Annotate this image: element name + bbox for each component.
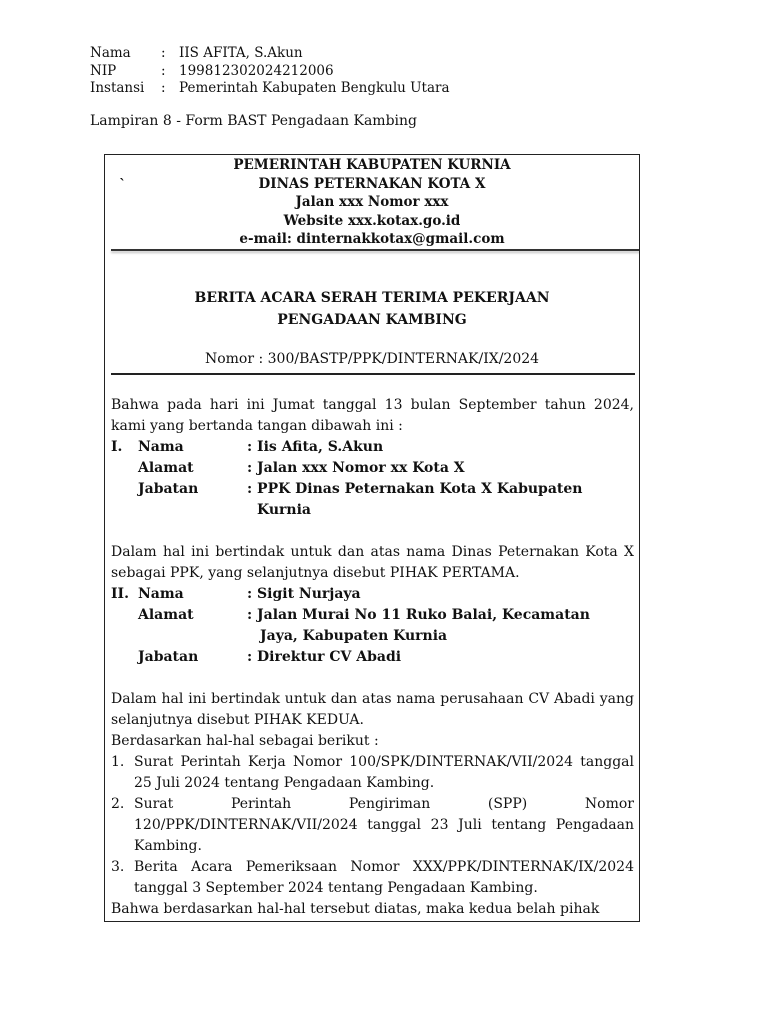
field-value: : Sigit Nurjaya bbox=[247, 586, 361, 602]
field-label: Alamat bbox=[138, 460, 194, 476]
title-line: PENGADAAN KAMBING bbox=[277, 312, 467, 328]
party-2-description: Dalam hal ini bertindak untuk dan atas nama perusahaan CV Abadi yang selanjutnya disebut PIHAK KEDUA. bbox=[111, 691, 634, 728]
nama-row bbox=[90, 45, 450, 63]
field-value: : Jalan Murai No 11 Ruko Balai, Kecamatan bbox=[247, 607, 590, 623]
nama-value: IIS AFITA, S.Akun bbox=[179, 45, 303, 61]
field-label: Alamat bbox=[138, 607, 194, 623]
list-number: 3. bbox=[111, 859, 125, 875]
nip-row bbox=[90, 63, 450, 81]
nama-label: Nama bbox=[90, 45, 131, 61]
colon: : bbox=[161, 62, 166, 79]
title-line: BERITA ACARA SERAH TERIMA PEKERJAAN bbox=[194, 290, 550, 306]
list-number: 1. bbox=[111, 754, 125, 770]
field-value: : Iis Afita, S.Akun bbox=[247, 439, 384, 455]
party-2 bbox=[111, 584, 634, 668]
lampiran-title: Lampiran 8 - Form BAST Pengadaan Kambing bbox=[90, 113, 417, 129]
field-label: Nama bbox=[138, 439, 184, 455]
instansi-label: Instansi bbox=[90, 80, 145, 96]
colon: : bbox=[161, 45, 166, 61]
list-item bbox=[111, 752, 634, 794]
employee-header bbox=[90, 45, 450, 98]
field-value: : Direktur CV Abadi bbox=[247, 649, 402, 665]
list-number: 2. bbox=[111, 796, 125, 812]
intro-paragraph: Bahwa pada hari ini Jumat tanggal 13 bulan September tahun 2024, kami yang bertanda tangan dibawah ini : bbox=[111, 397, 634, 434]
letterhead-line: Jalan xxx Nomor xxx bbox=[295, 194, 449, 210]
list-text: Surat Perintah Pengiriman (SPP) Nomor 120/PPK/DINTERNAK/VII/2024 tanggal 23 Juli tentang Pengadaan Kambing. bbox=[134, 796, 634, 854]
list-text: Surat Perintah Kerja Nomor 100/SPK/DINTERNAK/VII/2024 tanggal 25 Juli 2024 tentang Pengadaan Kambing. bbox=[134, 754, 634, 791]
nip-label: NIP bbox=[90, 62, 117, 79]
bast-form-frame bbox=[104, 154, 640, 922]
basis-list bbox=[111, 752, 634, 899]
title-divider bbox=[111, 373, 635, 375]
field-value: : Jalan xxx Nomor xx Kota X bbox=[247, 460, 465, 476]
letterhead-divider bbox=[111, 249, 640, 251]
letterhead-line: Website xxx.kotax.go.id bbox=[283, 212, 461, 229]
party-1 bbox=[111, 437, 634, 521]
list-item bbox=[111, 794, 634, 857]
stray-mark: ` bbox=[119, 177, 126, 193]
field-value-continued: Kurnia bbox=[257, 502, 311, 518]
closing-paragraph: Bahwa berdasarkan hal-hal tersebut diatas, maka kedua belah pihak bbox=[111, 901, 600, 917]
colon: : bbox=[161, 80, 166, 96]
field-label: Nama bbox=[138, 586, 184, 602]
document-number: Nomor : 300/BASTP/PPK/DINTERNAK/IX/2024 bbox=[204, 351, 540, 367]
field-value-continued: Jaya, Kabupaten Kurnia bbox=[260, 628, 448, 644]
field-value: : PPK Dinas Peternakan Kota X Kabupaten bbox=[247, 481, 583, 497]
document-title bbox=[105, 287, 639, 331]
party-number: II. bbox=[111, 586, 129, 602]
list-text: Berita Acara Pemeriksaan Nomor XXX/PPK/DINTERNAK/IX/2024 tanggal 3 September 2024 tentang Pengadaan Kambing. bbox=[134, 859, 634, 896]
instansi-value: Pemerintah Kabupaten Bengkulu Utara bbox=[179, 80, 450, 96]
document-body bbox=[111, 395, 634, 920]
party-number: I. bbox=[111, 439, 123, 455]
party-1-description: Dalam hal ini bertindak untuk dan atas nama Dinas Peternakan Kota X sebagai PPK, yang selanjutnya disebut PIHAK PERTAMA. bbox=[111, 544, 634, 581]
letterhead-line: DINAS PETERNAKAN KOTA X bbox=[258, 175, 486, 192]
letterhead bbox=[105, 155, 639, 249]
field-label: Jabatan bbox=[138, 481, 199, 497]
letterhead-line: e-mail: dinternakkotax@gmail.com bbox=[239, 231, 505, 247]
basis-heading: Berdasarkan hal-hal sebagai berikut : bbox=[111, 733, 379, 749]
letterhead-line: PEMERINTAH KABUPATEN KURNIA bbox=[233, 157, 511, 173]
field-label: Jabatan bbox=[138, 649, 199, 665]
nip-value: 199812302024212006 bbox=[179, 62, 334, 79]
instansi-row bbox=[90, 80, 450, 98]
list-item bbox=[111, 857, 634, 899]
